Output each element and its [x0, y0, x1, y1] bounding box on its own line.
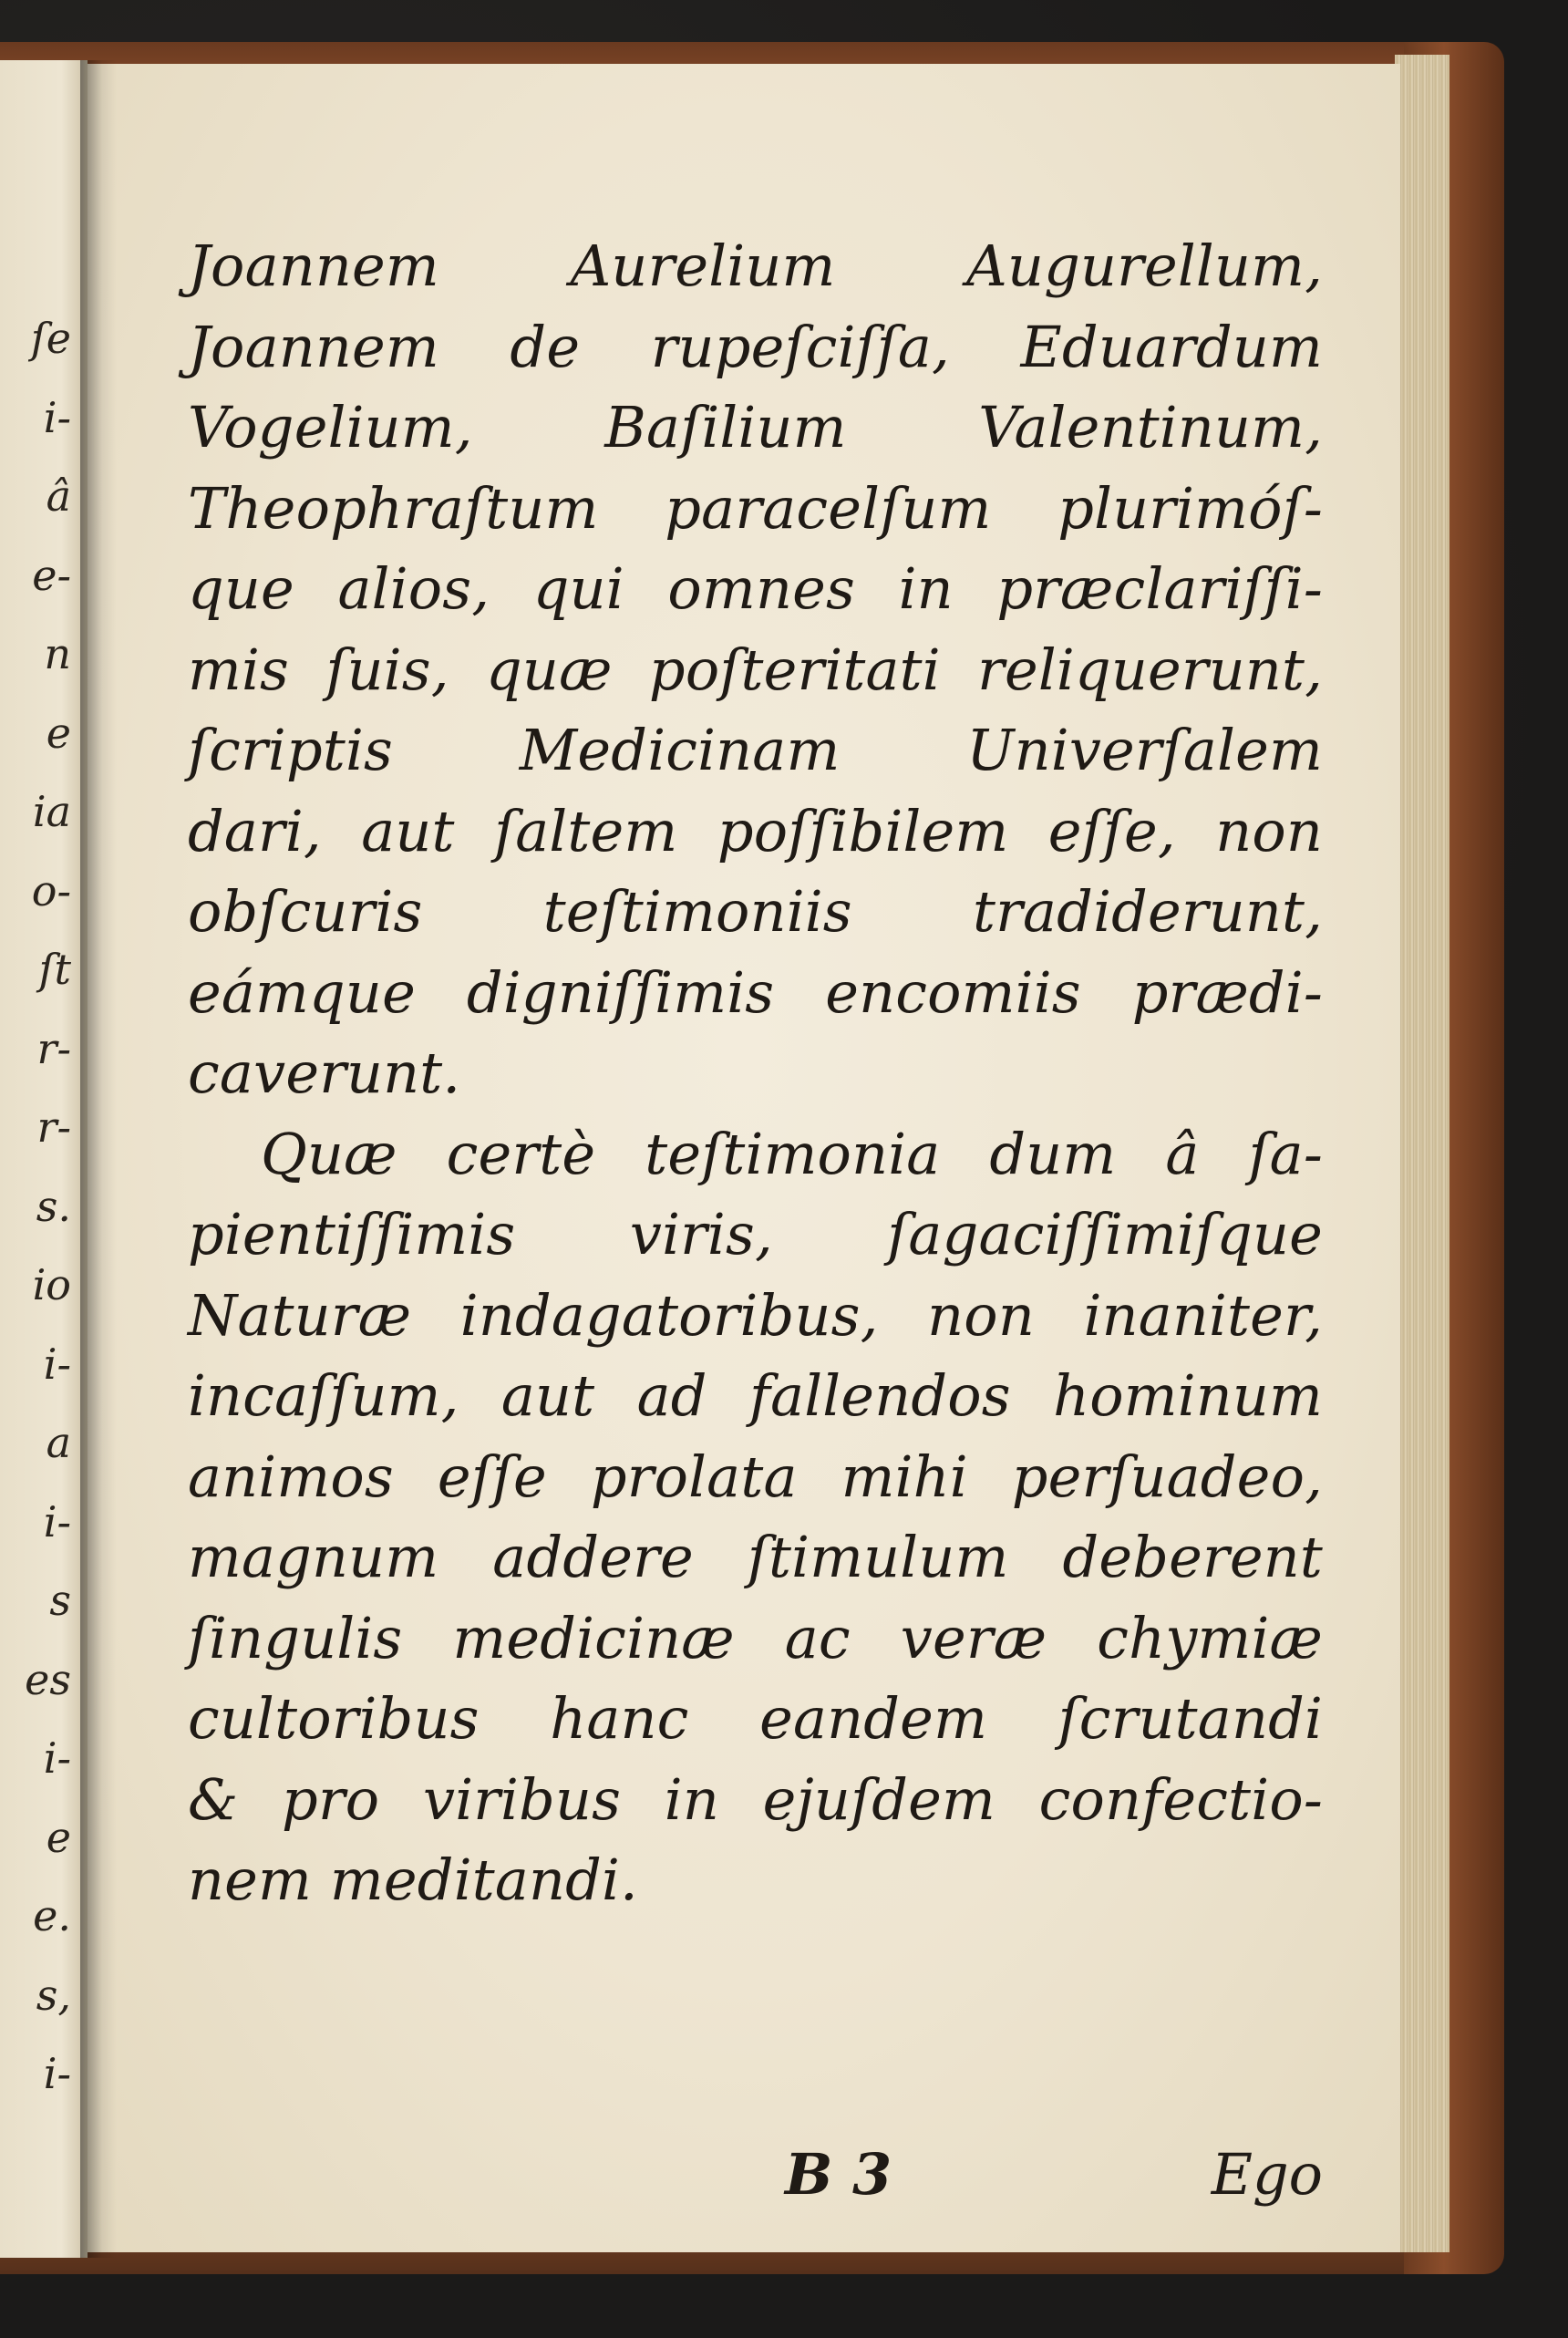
page-footer [188, 2141, 1323, 2214]
facing-line: s [49, 1576, 71, 1625]
catchword: Ego [1211, 2141, 1323, 2208]
facing-line: ia [32, 787, 71, 836]
facing-line: ſe [30, 314, 71, 363]
text-line: ſcriptis Medicinam Univerſalem [188, 717, 1323, 783]
facing-line: ſt [38, 945, 71, 994]
text-line: eámque digniſſimis encomiis prædi- [188, 958, 1323, 1026]
text-line: dari, aut ſaltem poſſibilem eſſe, non [188, 797, 1323, 864]
facing-page [0, 60, 88, 2258]
text-line: Joannem de rupeſciſſa, Eduardum [188, 313, 1323, 380]
text-line: pientiſſimis viris, ſagaciſſimiſque [188, 1201, 1323, 1267]
text-line: Naturæ indagatoribus, non inaniter, [188, 1281, 1323, 1349]
facing-line: i- [43, 1733, 71, 1783]
facing-line: io [32, 1260, 71, 1309]
text-line: que alios, qui omnes in præclariſſi- [188, 555, 1323, 622]
facing-line: n [44, 629, 71, 678]
text-line: Joannem Aurelium Augurellum, [188, 233, 1323, 299]
facing-line: o- [31, 865, 71, 916]
facing-line: â [46, 471, 71, 521]
text-line: Vogelium, Baſilium Valentinum, [188, 394, 1323, 460]
text-line: ſingulis medicinæ ac veræ chymiæ [188, 1604, 1323, 1671]
text-line: Theophraſtum paracelſum plurimóſ- [188, 474, 1323, 542]
text-line: magnum addere ſtimulum deberent [188, 1524, 1323, 1590]
page-edges [1395, 55, 1449, 2252]
facing-line: e. [33, 1891, 71, 1940]
facing-line: e- [32, 550, 71, 600]
facing-line: r- [36, 1023, 71, 1073]
text-line: obſcuris teſtimoniis tradiderunt, [188, 878, 1323, 945]
facing-line: s. [36, 1181, 71, 1231]
facing-line: i- [43, 2049, 71, 2098]
facing-page-text [2, 299, 71, 2114]
text-line: nem meditandi. [188, 1847, 638, 1913]
facing-line: r- [36, 1102, 71, 1152]
page-body [188, 226, 1323, 1921]
text-line: mis ſuis, quæ poſteritati reliquerunt, [188, 636, 1323, 703]
facing-line: i- [43, 392, 71, 442]
paragraph-first-line: Quæ certè teſtimonia dum â ſa- [261, 1120, 1323, 1187]
facing-line: e [46, 708, 71, 758]
signature-mark: B 3 [785, 2141, 892, 2208]
facing-line: i- [43, 1339, 71, 1389]
text-line: cultoribus hanc eandem ſcrutandi [188, 1685, 1323, 1752]
facing-line: i- [43, 1496, 71, 1547]
gutter-shadow [80, 60, 117, 2258]
facing-line: es [25, 1654, 71, 1704]
book-page [88, 64, 1400, 2252]
facing-line: a [46, 1418, 71, 1467]
text-line: animos eſſe prolata mihi perſuadeo, [188, 1443, 1323, 1510]
facing-line: s, [36, 1970, 71, 2020]
text-line: & pro viribus in ejuſdem confectio- [188, 1765, 1323, 1833]
facing-line: e [46, 1812, 71, 1862]
text-line: incaſſum, aut ad fallendos hominum [188, 1362, 1323, 1429]
text-line: caverunt. [188, 1040, 461, 1106]
